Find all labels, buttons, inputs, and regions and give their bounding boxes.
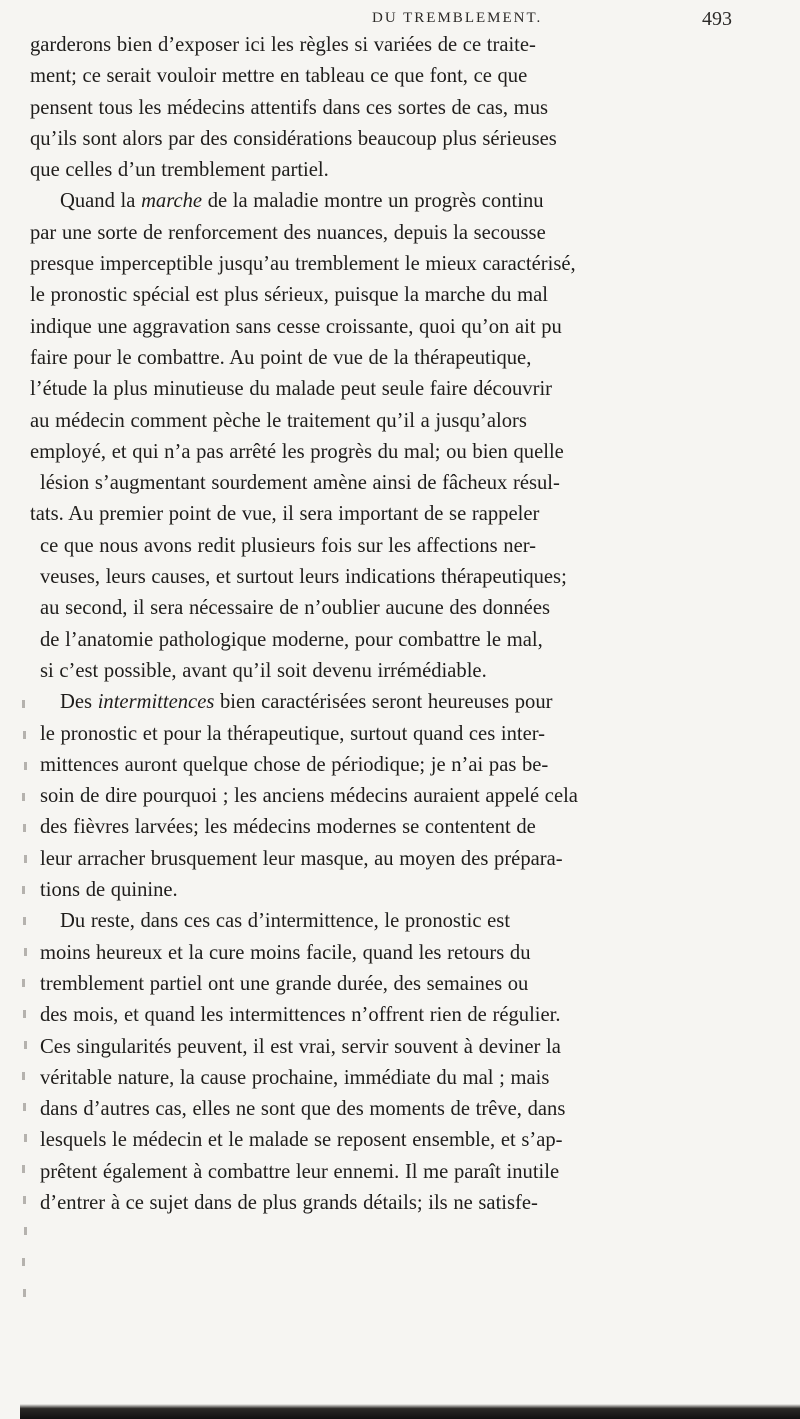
gutter-mark — [22, 979, 25, 987]
gutter-marks — [0, 700, 30, 1350]
text-line: que celles d’un tremblement partiel. — [30, 159, 329, 182]
text-span: Quand la — [60, 190, 142, 213]
text-span: de la maladie montre un progrès continu — [202, 190, 544, 213]
running-title: DU TREMBLEMENT. — [372, 10, 543, 26]
text-line: ce que nous avons redit plusieurs fois sur les affections ner- — [40, 534, 537, 557]
gutter-mark — [23, 1010, 26, 1018]
text-line: des mois, et quand les intermittences n’offrent rien de régulier. — [40, 1004, 561, 1027]
gutter-mark — [22, 700, 25, 708]
text-line: tions de quinine. — [40, 879, 178, 902]
text-line: l’étude la plus minutieuse du malade peut seule faire découvrir — [30, 378, 553, 401]
gutter-mark — [23, 917, 26, 925]
text-line: le pronostic spécial est plus sérieux, puisque la marche du mal — [30, 284, 548, 307]
text-line: veuses, leurs causes, et surtout leurs indications thérapeutiques; — [40, 566, 567, 589]
gutter-mark — [24, 1227, 27, 1235]
gutter-mark — [22, 793, 25, 801]
gutter-mark — [22, 886, 25, 894]
gutter-mark — [22, 1258, 25, 1266]
text-line: faire pour le combattre. Au point de vue de la thérapeutique, — [30, 346, 532, 369]
text-line: indique une aggravation sans cesse croissante, quoi qu’on ait pu — [30, 315, 562, 338]
text-line: soin de dire pourquoi ; les anciens médecins auraient appelé cela — [40, 785, 578, 808]
gutter-mark — [23, 824, 26, 832]
text-line — [30, 687, 800, 718]
text-line: tremblement partiel ont une grande durée, des semaines ou — [40, 972, 529, 995]
text-line: ment; ce serait vouloir mettre en tableau ce que font, ce que — [30, 65, 528, 88]
text-line: garderons bien d’exposer ici les règles si variées de ce traite- — [30, 34, 536, 56]
text-line: des fièvres larvées; les médecins modernes se contentent de — [40, 816, 536, 839]
text-line: leur arracher brusquement leur masque, au moyen des prépara- — [40, 847, 563, 870]
text-line: lesquels le médecin et le malade se reposent ensemble, et s’ap- — [40, 1129, 563, 1152]
text-line: d’entrer à ce sujet dans de plus grands détails; ils ne satisfe- — [40, 1191, 538, 1214]
gutter-mark — [24, 948, 27, 956]
text-line: presque imperceptible jusqu’au tremblement le mieux caractérisé, — [30, 253, 576, 276]
text-line: tats. Au premier point de vue, il sera important de se rappeler — [30, 503, 540, 526]
text-span: Des — [60, 691, 98, 714]
gutter-mark — [24, 1041, 27, 1049]
gutter-mark — [22, 1072, 25, 1080]
body-text — [30, 30, 800, 1219]
text-line: pensent tous les médecins attentifs dans ces sortes de cas, mus — [30, 96, 549, 119]
gutter-mark — [23, 1103, 26, 1111]
italic-term: intermittences — [97, 691, 215, 714]
gutter-mark — [23, 1196, 26, 1204]
text-line — [30, 186, 800, 217]
text-line: de l’anatomie pathologique moderne, pour combattre le mal, — [40, 628, 543, 651]
text-span: bien caractérisées seront heureuses pour — [214, 691, 553, 714]
page-number: 493 — [702, 8, 732, 30]
text-line: Du reste, dans ces cas d’intermittence, le pronostic est — [60, 910, 511, 933]
gutter-mark — [24, 1134, 27, 1142]
text-line: le pronostic et pour la thérapeutique, surtout quand ces inter- — [40, 722, 546, 745]
italic-term: marche — [141, 190, 203, 213]
gutter-mark — [24, 762, 27, 770]
text-line: dans d’autres cas, elles ne sont que des moments de trêve, dans — [40, 1098, 566, 1121]
text-line: si c’est possible, avant qu’il soit devenu irrémédiable. — [40, 659, 487, 682]
gutter-mark — [22, 1165, 25, 1173]
text-line: prêtent également à combattre leur ennemi. Il me paraît inutile — [40, 1160, 560, 1183]
gutter-mark — [24, 855, 27, 863]
text-line: mittences auront quelque chose de périodique; je n’ai pas be- — [40, 753, 549, 776]
text-line: qu’ils sont alors par des considérations beaucoup plus sérieuses — [30, 127, 557, 150]
text-line: moins heureux et la cure moins facile, quand les retours du — [40, 941, 531, 964]
text-line: lésion s’augmentant sourdement amène ainsi de fâcheux résul- — [40, 472, 560, 495]
text-line: au second, il sera nécessaire de n’oublier aucune des données — [40, 597, 550, 620]
text-line: au médecin comment pèche le traitement qu’il a jusqu’alors — [30, 409, 527, 432]
gutter-mark — [23, 1289, 26, 1297]
bottom-edge-shadow — [20, 1404, 800, 1419]
text-line: véritable nature, la cause prochaine, immédiate du mal ; mais — [40, 1066, 550, 1089]
text-line: Ces singularités peuvent, il est vrai, servir souvent à deviner la — [40, 1035, 561, 1058]
text-line: par une sorte de renforcement des nuances, depuis la secousse — [30, 221, 546, 244]
gutter-mark — [23, 731, 26, 739]
text-line: employé, et qui n’a pas arrêté les progrès du mal; ou bien quelle — [30, 440, 564, 463]
